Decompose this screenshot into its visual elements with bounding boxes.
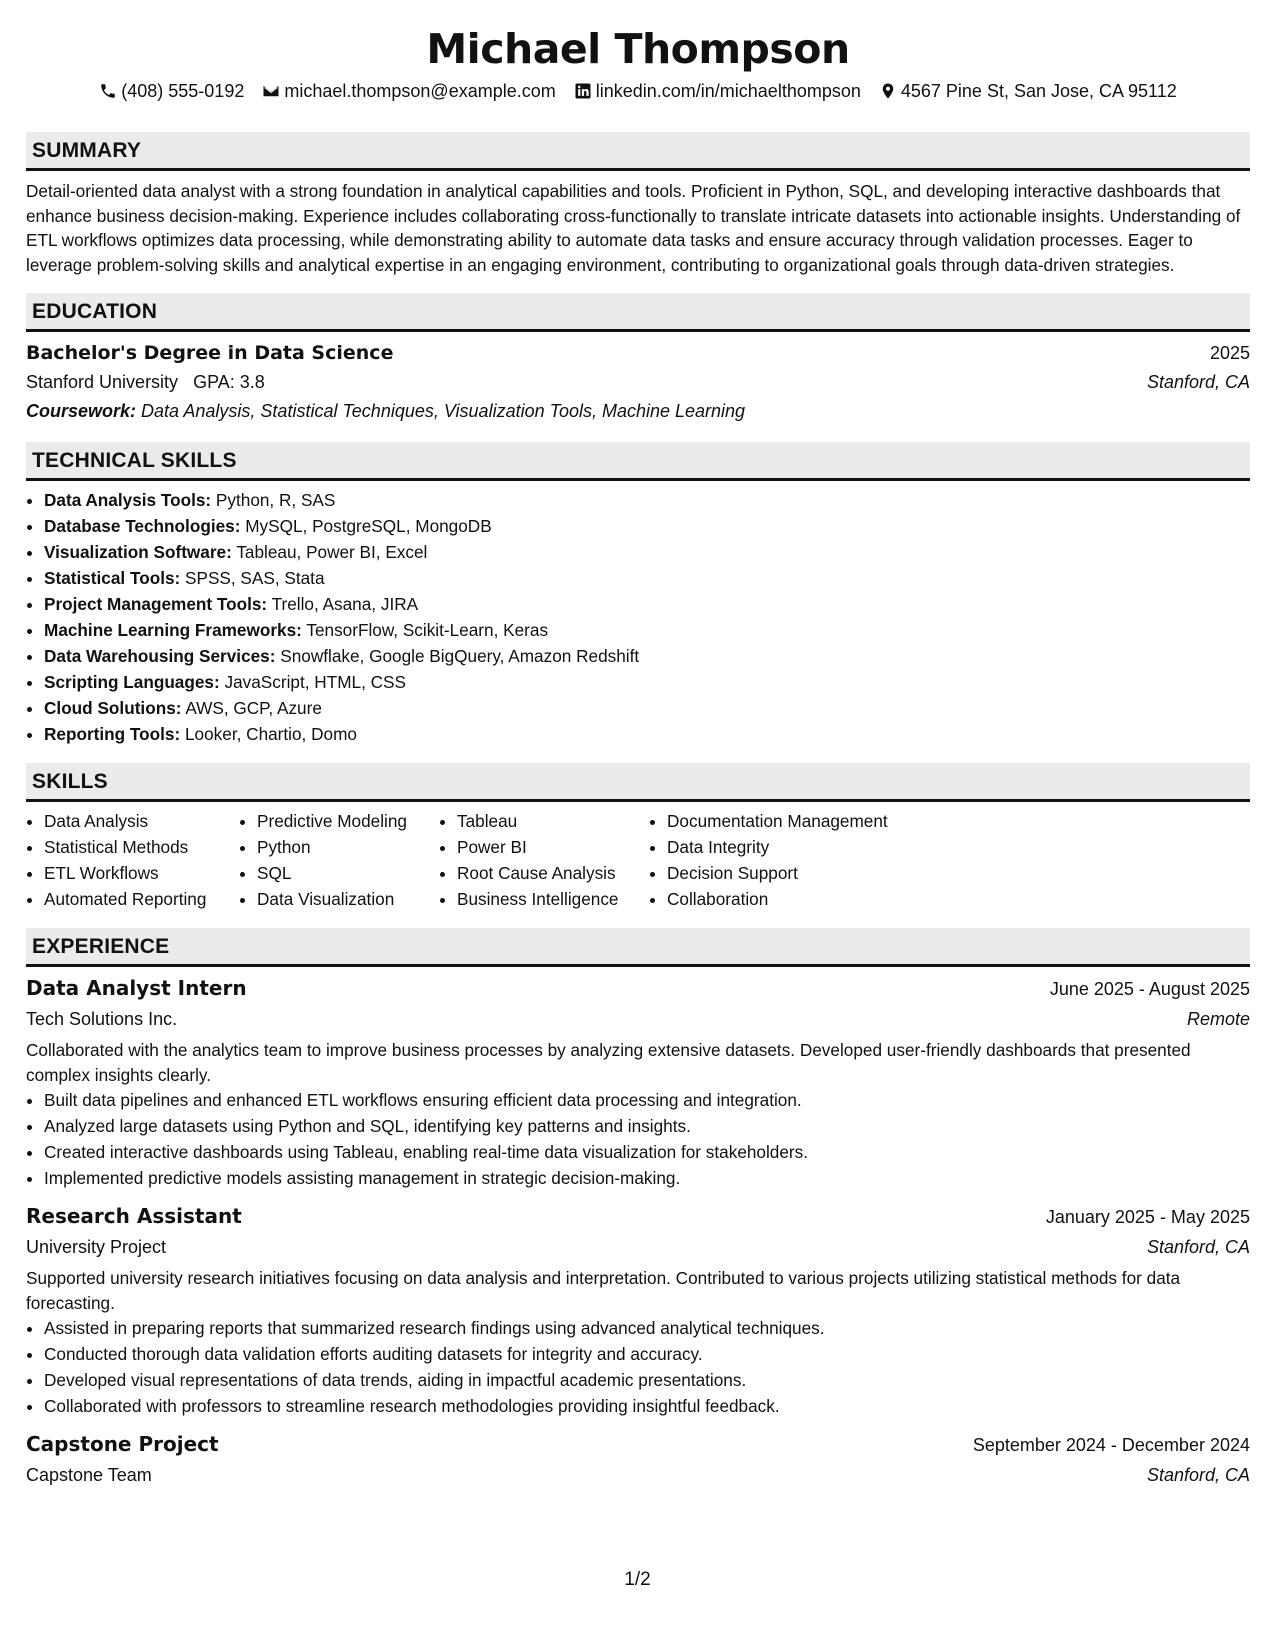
- list-item: • Automated Reporting: [44, 886, 239, 912]
- list-item: [44, 669, 1250, 695]
- contact-phone: [99, 78, 244, 104]
- skills-heading: SKILLS: [26, 763, 1250, 802]
- job-dates: September 2024 - December 2024: [972, 1435, 1250, 1455]
- job-org: University Project: [26, 1237, 167, 1257]
- list-item: • Python: [257, 834, 439, 860]
- list-item: • Analyzed large datasets using Python and SQL, identifying key patterns and insights.: [44, 1113, 1250, 1139]
- list-item: • Predictive Modeling: [257, 808, 439, 834]
- list-item: [44, 643, 1250, 669]
- skill-category: Project Management Tools:: [44, 594, 268, 614]
- skill-values: Tableau, Power BI, Excel: [236, 542, 428, 562]
- list-item: • Power BI: [457, 834, 649, 860]
- job-title: Capstone Project: [26, 1432, 219, 1456]
- degree-title: Bachelor's Degree in Data Science: [26, 342, 394, 364]
- education-heading: EDUCATION: [26, 293, 1250, 332]
- contact-bar: [26, 78, 1250, 104]
- skill-category: Data Analysis Tools:: [44, 490, 212, 510]
- job-location: Stanford, CA: [1146, 1465, 1250, 1485]
- skill-values: Trello, Asana, JIRA: [271, 594, 419, 614]
- skill-values: Python, R, SAS: [215, 490, 336, 510]
- skills-column: [439, 808, 649, 912]
- list-item: • Assisted in preparing reports that summarized research findings using advanced analytical techniques.: [44, 1315, 1250, 1341]
- job-bullets: [26, 1315, 1250, 1419]
- list-item: [44, 721, 1250, 747]
- list-item: • Built data pipelines and enhanced ETL workflows ensuring efficient data processing and integration.: [44, 1087, 1250, 1113]
- list-item: • Business Intelligence: [457, 886, 649, 912]
- phone-icon: [99, 82, 117, 100]
- job-location: Remote: [1186, 1009, 1250, 1029]
- skill-category: Scripting Languages:: [44, 672, 220, 692]
- skill-values: JavaScript, HTML, CSS: [224, 672, 406, 692]
- skills-column: [239, 808, 439, 912]
- list-item: [44, 591, 1250, 617]
- list-item: [44, 513, 1250, 539]
- experience-heading: EXPERIENCE: [26, 928, 1250, 967]
- job-summary: Collaborated with the analytics team to improve business processes by analyzing extensive datasets. Developed user-friendly dashboards that presented complex insights clearly.: [26, 1040, 1191, 1085]
- summary-heading: SUMMARY: [26, 132, 1250, 171]
- list-item: • Collaboration: [667, 886, 947, 912]
- list-item: • ETL Workflows: [44, 860, 239, 886]
- school-name: Stanford University: [26, 372, 179, 392]
- coursework-list: Data Analysis, Statistical Techniques, Visualization Tools, Machine Learning: [141, 401, 746, 421]
- skills-column: [649, 808, 947, 912]
- list-item: • Tableau: [457, 808, 649, 834]
- skill-values: Looker, Chartio, Domo: [185, 724, 357, 744]
- list-item: • Data Integrity: [667, 834, 947, 860]
- list-item: [44, 695, 1250, 721]
- job-dates: January 2025 - May 2025: [1045, 1207, 1250, 1227]
- skills-grid: [26, 808, 1250, 912]
- skill-category: Data Warehousing Services:: [44, 646, 276, 666]
- job-org: Tech Solutions Inc.: [26, 1009, 178, 1029]
- list-item: • SQL: [257, 860, 439, 886]
- skill-category: Machine Learning Frameworks:: [44, 620, 302, 640]
- candidate-name: Michael Thompson: [426, 25, 850, 73]
- job-bullets: [26, 1087, 1250, 1191]
- list-item: • Implemented predictive models assisting management in strategic decision-making.: [44, 1165, 1250, 1191]
- list-item: • Created interactive dashboards using Tableau, enabling real-time data visualization for stakeholders.: [44, 1139, 1250, 1165]
- list-item: [44, 565, 1250, 591]
- list-item: • Conducted thorough data validation efforts auditing datasets for integrity and accuracy.: [44, 1341, 1250, 1367]
- skill-category: Database Technologies:: [44, 516, 241, 536]
- list-item: • Root Cause Analysis: [457, 860, 649, 886]
- job-summary: Supported university research initiatives focusing on data analysis and interpretation. Contributed to various projects utilizing statistical methods for data forecasting.: [26, 1268, 1181, 1313]
- page-number: 1/2: [624, 1569, 651, 1590]
- envelope-icon: [262, 82, 280, 100]
- skill-category: Statistical Tools:: [44, 568, 181, 588]
- coursework-line: [26, 396, 1250, 426]
- job-title: Data Analyst Intern: [26, 976, 247, 1000]
- skill-values: SPSS, SAS, Stata: [185, 568, 325, 588]
- skill-category: Cloud Solutions:: [44, 698, 182, 718]
- skill-values: AWS, GCP, Azure: [185, 698, 322, 718]
- gpa: GPA: 3.8: [193, 372, 265, 392]
- list-item: • Decision Support: [667, 860, 947, 886]
- coursework-label: Coursework:: [26, 401, 137, 421]
- map-pin-icon: [879, 82, 897, 100]
- linkedin-link[interactable]: linkedin.com/in/michaelthompson: [595, 81, 861, 101]
- skill-category: Reporting Tools:: [44, 724, 181, 744]
- resume-page: [26, 0, 1250, 1490]
- technical-skills-list: [26, 487, 1250, 747]
- education-entry: [26, 338, 1250, 426]
- summary-text: Detail-oriented data analyst with a strong foundation in analytical capabilities and tools. Proficient in Python, SQL, and developing interactive dashboards that enhance business decision-making. Experience includes collaborating cross-functionally to translate intricate datasets into actionable insights. Understanding of ETL workflows optimizes data processing, while demonstrating ability to automate data tasks and ensure accuracy through validation processes. Eager to leverage problem-solving skills and analytical expertise in an engaging environment, contributing to organizational goals through data-driven strategies.: [26, 181, 1241, 275]
- technical-skills-heading: TECHNICAL SKILLS: [26, 442, 1250, 481]
- skill-values: TensorFlow, Scikit-Learn, Keras: [306, 620, 549, 640]
- skill-values: Snowflake, Google BigQuery, Amazon Redshift: [280, 646, 640, 666]
- graduation-year: 2025: [1209, 343, 1250, 363]
- list-item: [44, 539, 1250, 565]
- skill-values: MySQL, PostgreSQL, MongoDB: [245, 516, 492, 536]
- phone-text: (408) 555-0192: [121, 81, 245, 101]
- job-org: Capstone Team: [26, 1465, 152, 1485]
- contact-linkedin[interactable]: [574, 78, 861, 104]
- experience-entry: [26, 1201, 1250, 1419]
- contact-address: [879, 78, 1177, 104]
- school-location: Stanford, CA: [1146, 372, 1250, 392]
- job-dates: June 2025 - August 2025: [1049, 979, 1250, 999]
- list-item: • Data Visualization: [257, 886, 439, 912]
- list-item: • Statistical Methods: [44, 834, 239, 860]
- list-item: [44, 487, 1250, 513]
- experience-entry: [26, 1429, 1250, 1490]
- linkedin-icon: [574, 82, 592, 100]
- skills-column: [26, 808, 239, 912]
- job-title: Research Assistant: [26, 1204, 242, 1228]
- list-item: • Documentation Management: [667, 808, 947, 834]
- experience-entry: [26, 973, 1250, 1191]
- address-text: 4567 Pine St, San Jose, CA 95112: [900, 81, 1177, 101]
- job-location: Stanford, CA: [1146, 1237, 1250, 1257]
- skill-category: Visualization Software:: [44, 542, 232, 562]
- list-item: • Data Analysis: [44, 808, 239, 834]
- email-link[interactable]: michael.thompson@example.com: [284, 81, 556, 101]
- list-item: • Collaborated with professors to streamline research methodologies providing insightful feedback.: [44, 1393, 1250, 1419]
- school-line: [26, 368, 265, 396]
- contact-email[interactable]: [262, 78, 555, 104]
- list-item: • Developed visual representations of data trends, aiding in impactful academic presentations.: [44, 1367, 1250, 1393]
- list-item: [44, 617, 1250, 643]
